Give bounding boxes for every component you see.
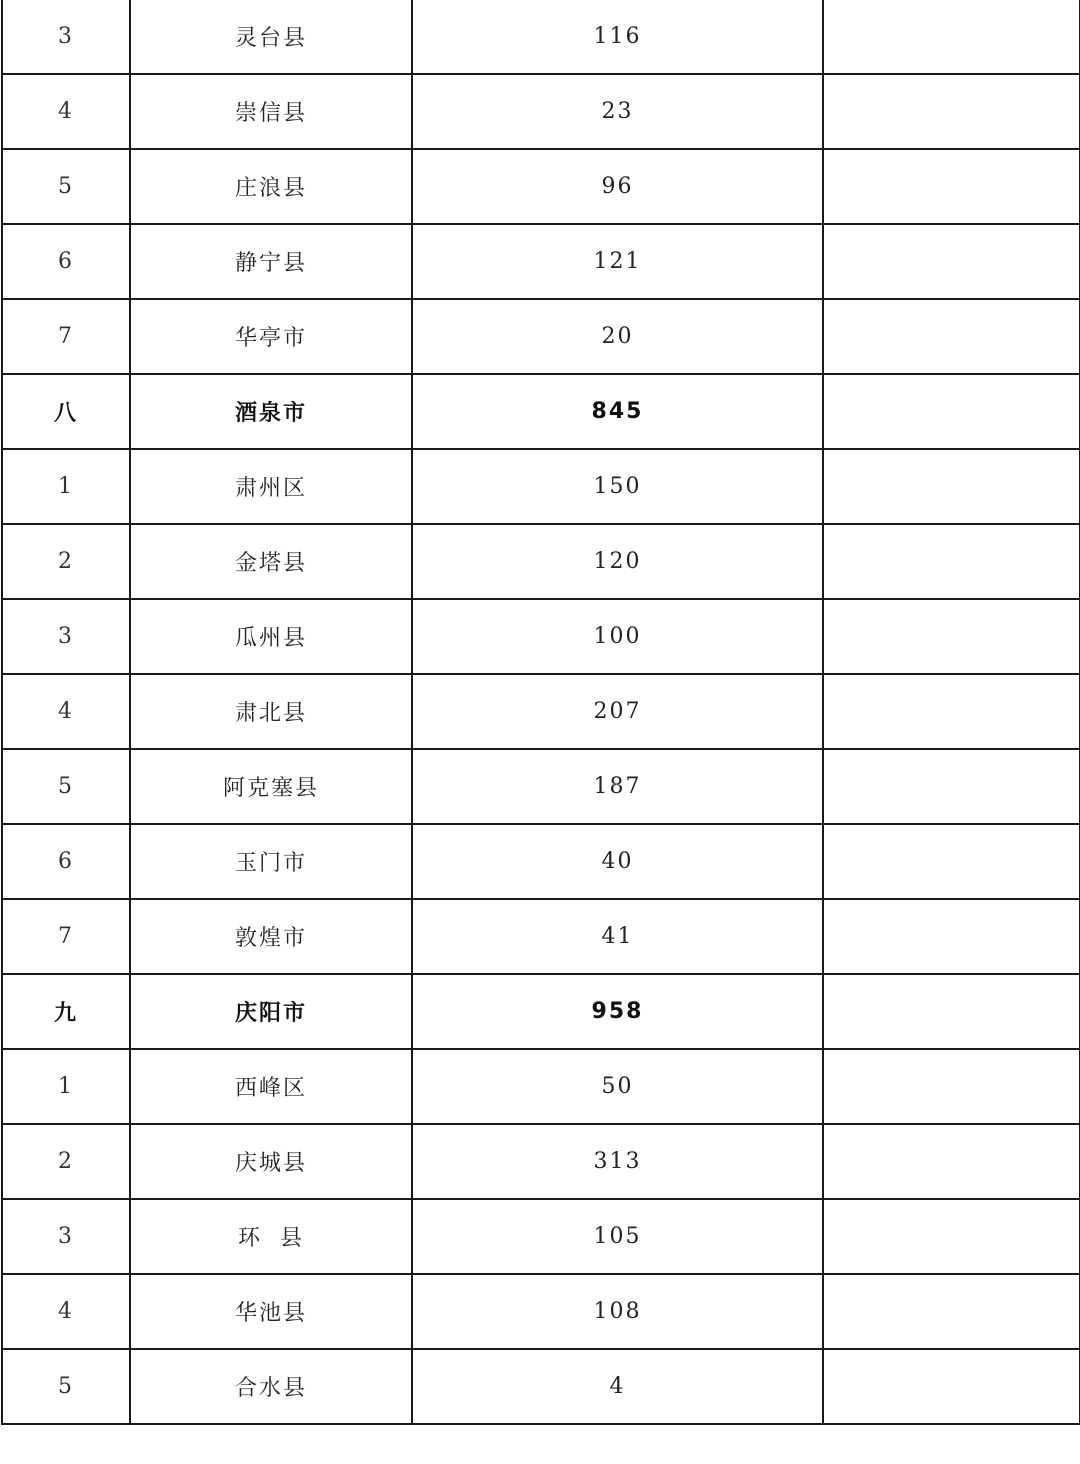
region-name-cell: 瓜州县	[130, 599, 412, 674]
region-name-cell: 玉门市	[130, 824, 412, 899]
row-index-cell: 2	[2, 1124, 130, 1199]
region-name-cell: 敦煌市	[130, 899, 412, 974]
count-value-cell: 207	[412, 674, 823, 749]
remarks-cell	[823, 1199, 1080, 1274]
region-name-cell: 金塔县	[130, 524, 412, 599]
count-value-cell: 4	[412, 1349, 823, 1424]
remarks-cell	[823, 1124, 1080, 1199]
table-body	[2, 0, 1080, 1424]
table-row-county	[2, 524, 1080, 599]
region-name-cell: 环 县	[130, 1199, 412, 1274]
remarks-cell	[823, 224, 1080, 299]
row-index-cell: 5	[2, 1349, 130, 1424]
region-name-cell: 华亭市	[130, 299, 412, 374]
region-name-cell: 肃州区	[130, 449, 412, 524]
table-row-county	[2, 1274, 1080, 1349]
count-value-cell: 108	[412, 1274, 823, 1349]
table-row-county	[2, 1124, 1080, 1199]
table-row-county	[2, 224, 1080, 299]
row-index-cell: 7	[2, 899, 130, 974]
row-index-cell: 3	[2, 0, 130, 74]
region-name-cell: 庆阳市	[130, 974, 412, 1049]
remarks-cell	[823, 1274, 1080, 1349]
table-row-county	[2, 899, 1080, 974]
region-name-cell: 灵台县	[130, 0, 412, 74]
count-value-cell: 100	[412, 599, 823, 674]
row-index-cell: 4	[2, 674, 130, 749]
count-value-cell: 20	[412, 299, 823, 374]
remarks-cell	[823, 149, 1080, 224]
region-name-cell: 静宁县	[130, 224, 412, 299]
remarks-cell	[823, 599, 1080, 674]
remarks-cell	[823, 449, 1080, 524]
count-value-cell: 50	[412, 1049, 823, 1124]
table-row-county	[2, 599, 1080, 674]
remarks-cell	[823, 899, 1080, 974]
remarks-cell	[823, 299, 1080, 374]
row-index-cell: 4	[2, 74, 130, 149]
row-index-cell: 6	[2, 824, 130, 899]
row-index-cell: 3	[2, 1199, 130, 1274]
count-value-cell: 845	[412, 374, 823, 449]
count-value-cell: 150	[412, 449, 823, 524]
remarks-cell	[823, 0, 1080, 74]
remarks-cell	[823, 1349, 1080, 1424]
county-quota-table	[1, 0, 1080, 1425]
region-name-cell: 崇信县	[130, 74, 412, 149]
row-index-cell: 7	[2, 299, 130, 374]
row-index-cell: 6	[2, 224, 130, 299]
count-value-cell: 105	[412, 1199, 823, 1274]
region-name-cell: 酒泉市	[130, 374, 412, 449]
region-name-cell: 华池县	[130, 1274, 412, 1349]
count-value-cell: 116	[412, 0, 823, 74]
remarks-cell	[823, 1049, 1080, 1124]
region-name-cell: 庄浪县	[130, 149, 412, 224]
row-index-cell: 3	[2, 599, 130, 674]
table-row-county	[2, 299, 1080, 374]
region-name-cell: 肃北县	[130, 674, 412, 749]
row-index-cell: 4	[2, 1274, 130, 1349]
table-row-county	[2, 749, 1080, 824]
count-value-cell: 313	[412, 1124, 823, 1199]
region-name-cell: 合水县	[130, 1349, 412, 1424]
count-value-cell: 40	[412, 824, 823, 899]
remarks-cell	[823, 674, 1080, 749]
count-value-cell: 121	[412, 224, 823, 299]
count-value-cell: 187	[412, 749, 823, 824]
remarks-cell	[823, 749, 1080, 824]
count-value-cell: 120	[412, 524, 823, 599]
table-row-county	[2, 674, 1080, 749]
remarks-cell	[823, 374, 1080, 449]
remarks-cell	[823, 74, 1080, 149]
table-row-city-subtotal	[2, 974, 1080, 1049]
table-row-county	[2, 0, 1080, 74]
remarks-cell	[823, 974, 1080, 1049]
count-value-cell: 41	[412, 899, 823, 974]
table-row-city-subtotal	[2, 374, 1080, 449]
table-row-county	[2, 1349, 1080, 1424]
table-row-county	[2, 449, 1080, 524]
row-index-cell: 1	[2, 1049, 130, 1124]
count-value-cell: 23	[412, 74, 823, 149]
table-row-county	[2, 149, 1080, 224]
region-name-cell: 庆城县	[130, 1124, 412, 1199]
row-index-cell: 九	[2, 974, 130, 1049]
row-index-cell: 5	[2, 149, 130, 224]
row-index-cell: 2	[2, 524, 130, 599]
count-value-cell: 958	[412, 974, 823, 1049]
count-value-cell: 96	[412, 149, 823, 224]
row-index-cell: 八	[2, 374, 130, 449]
remarks-cell	[823, 524, 1080, 599]
table-row-county	[2, 824, 1080, 899]
row-index-cell: 1	[2, 449, 130, 524]
region-name-cell: 西峰区	[130, 1049, 412, 1124]
table-row-county	[2, 1049, 1080, 1124]
table-row-county	[2, 1199, 1080, 1274]
remarks-cell	[823, 824, 1080, 899]
region-name-cell: 阿克塞县	[130, 749, 412, 824]
table-row-county	[2, 74, 1080, 149]
row-index-cell: 5	[2, 749, 130, 824]
